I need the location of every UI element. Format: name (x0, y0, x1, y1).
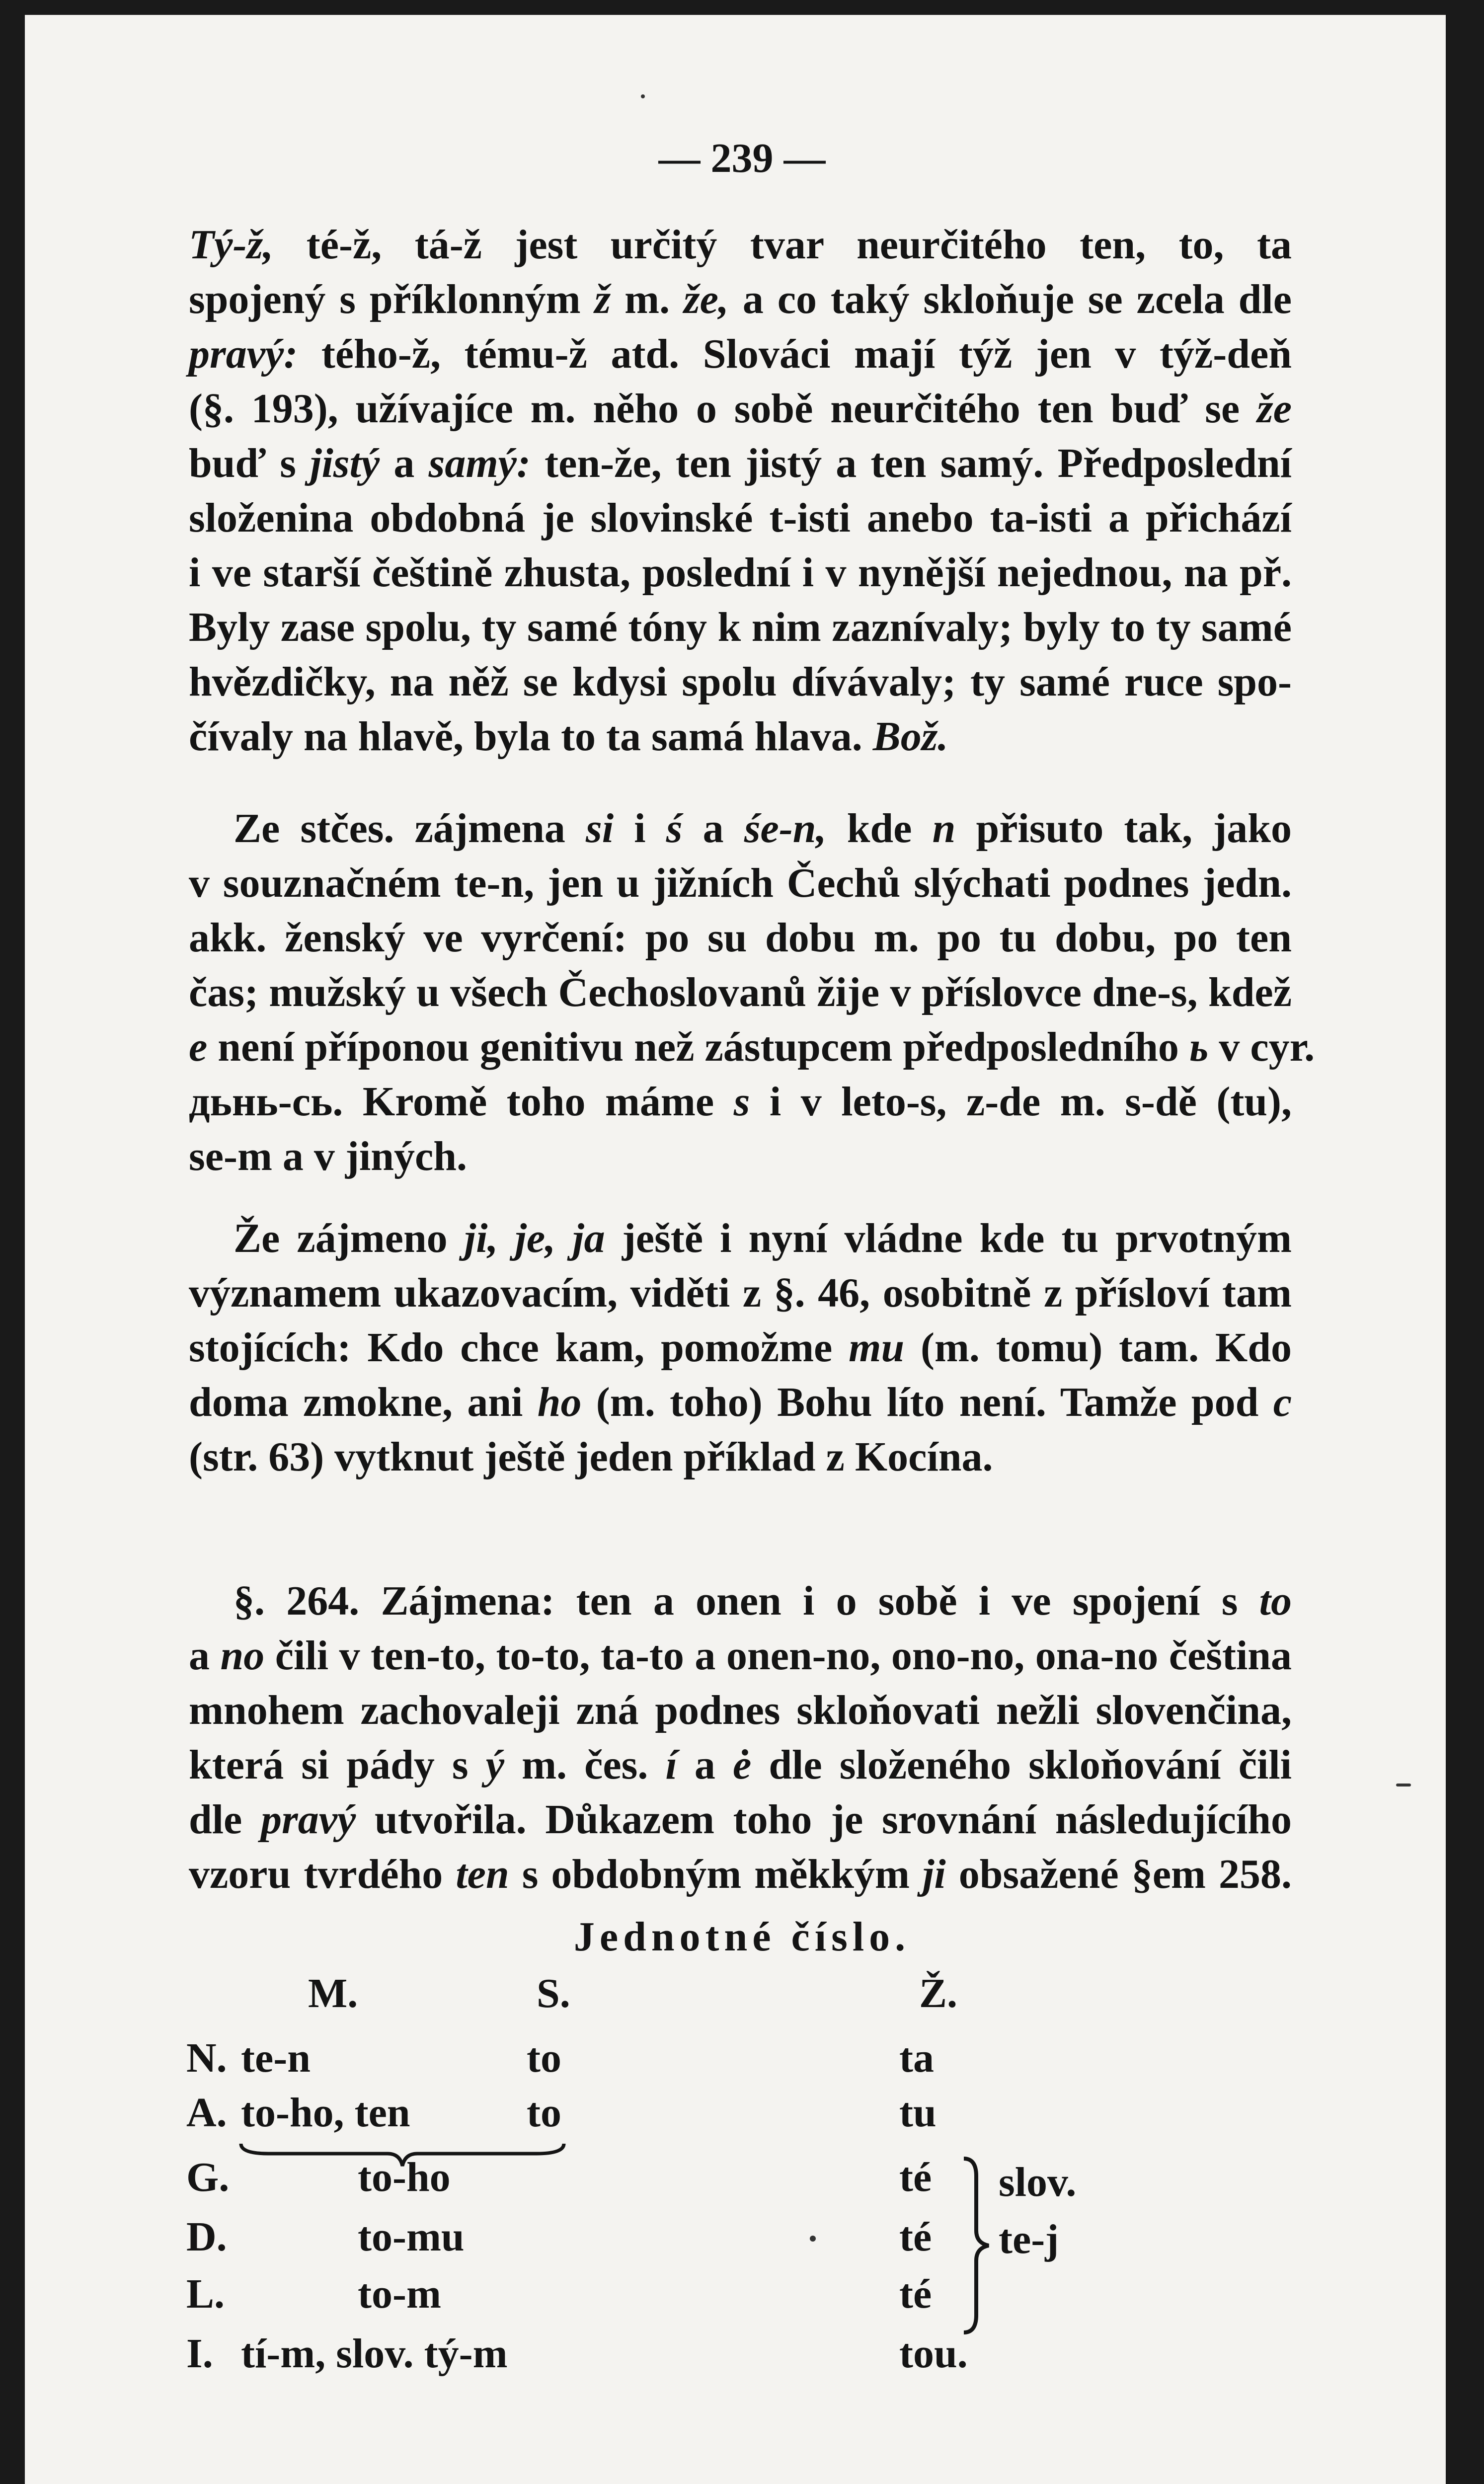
print-speck (810, 2236, 816, 2242)
italic-text: pravý (261, 1796, 356, 1843)
text-run: složenina obdobná je slovinské t-isti anebo ta-isti a přichází (189, 495, 1292, 541)
text-run: (m. toho) Bohu líto není. Tamže pod (581, 1379, 1273, 1425)
text-run: vzoru tvrdého (189, 1851, 456, 1897)
text-line (189, 912, 1292, 964)
column-header-masculine: M. (308, 1970, 358, 2017)
italic-text: c (1273, 1379, 1292, 1425)
italic-text: mu (849, 1324, 905, 1371)
text-run: Ze stčes. zájmena (234, 805, 586, 852)
text-run: té-ž, tá-ž jest určitý tvar neurčitého ten, to, ta (273, 222, 1292, 268)
text-line (189, 601, 1292, 653)
text-line (189, 219, 1292, 271)
text-line (189, 437, 1292, 489)
text-run: obsažené §em 258. (945, 1851, 1292, 1897)
italic-text: Bož. (872, 713, 948, 760)
text-line (189, 492, 1292, 544)
cell-genitive-feminine: té (899, 2154, 932, 2200)
text-line (189, 1793, 1292, 1846)
case-label-genitive: G. (186, 2154, 230, 2200)
text-run: (str. 63) vytknut ještě jeden příklad z Kocína. (189, 1434, 993, 1480)
text-line (189, 546, 1292, 599)
case-label-accusative: A. (186, 2090, 227, 2136)
print-speck (641, 94, 645, 98)
text-line (189, 1076, 1292, 1128)
text-run: akk. ženský ve vyrčení: po su dobu m. po tu dobu, po ten (189, 915, 1292, 961)
italic-text: jistý (310, 440, 380, 486)
text-line (189, 966, 1292, 1018)
text-line (189, 383, 1292, 435)
text-line (189, 328, 1292, 380)
text-run: dle (189, 1796, 261, 1843)
column-header-feminine: Ž. (919, 1970, 958, 2017)
text-run: §. 264. Zájmena: ten a onen i o sobě i ve spojení s (234, 1578, 1259, 1624)
text-line (234, 1212, 1292, 1264)
cell-instrumental-feminine: tou. (899, 2330, 968, 2377)
text-run: (m. tomu) tam. Kdo (904, 1324, 1292, 1371)
text-run: významem ukazovacím, viděti z §. 46, osobitně z přísloví tam (189, 1270, 1292, 1316)
text-line (189, 857, 1292, 909)
text-run: spojený s příklonným (189, 276, 595, 322)
text-run: v souznačném te-n, jen u jižních Čechů slýchati podnes jedn. (189, 860, 1292, 906)
text-run: není příponou genitivu než zástupcem předposledního (207, 1024, 1189, 1070)
text-run: čas; mužský u všech Čechoslovanů žije v příslovce dne-s, kdež (189, 969, 1292, 1015)
text-run: дьнь-сь. Kromě toho máme (189, 1079, 734, 1125)
text-run: a (189, 1632, 221, 1679)
cell-locative-masculine-neuter: to-m (358, 2271, 441, 2317)
text-run: mnohem zachovaleji zná podnes skloňovati nežli slovenčina, (189, 1687, 1292, 1733)
italic-text: śe-n, (744, 805, 827, 852)
text-run: a (682, 805, 744, 852)
text-run: i (614, 805, 666, 852)
cell-accusative-feminine: tu (899, 2090, 937, 2136)
italic-text: ś (666, 805, 683, 852)
text-line (189, 1739, 1292, 1791)
text-run: doma zmokne, ani (189, 1379, 538, 1425)
column-header-neuter: S. (537, 1970, 570, 2017)
italic-text: to (1259, 1578, 1292, 1624)
text-run: se-m a v jiných. (189, 1133, 467, 1179)
text-line (189, 1848, 1292, 1900)
page-number: — 239 — (658, 135, 826, 181)
italic-text: í (665, 1742, 677, 1788)
text-line (189, 656, 1292, 708)
text-run: čívaly na hlavě, byla to ta samá hlava. (189, 713, 873, 760)
cell-dative-masculine-neuter: to-mu (358, 2214, 465, 2260)
cell-instrumental-masculine-neuter: tí-m, slov. tý-m (241, 2330, 508, 2377)
text-run: a co taký skloňuje se zcela dle (728, 276, 1292, 322)
cell-genitive-masculine-neuter: to-ho (358, 2154, 451, 2200)
cell-accusative-neuter: to (527, 2090, 561, 2136)
text-run: přisuto tak, jako (955, 805, 1292, 852)
text-run: ten-že, ten jistý a ten samý. Předposlední (530, 440, 1292, 486)
text-run: kde (826, 805, 933, 852)
italic-text: že, (683, 276, 729, 322)
cell-accusative-masculine: to-ho, ten (241, 2090, 410, 2136)
text-run: a (677, 1742, 733, 1788)
text-run: utvořila. Důkazem toho je srovnání následujícího (356, 1796, 1292, 1843)
right-brace-decoration (959, 2156, 999, 2335)
text-line (189, 1130, 1292, 1182)
italic-text: ho (537, 1379, 582, 1425)
table-heading: Jednotné číslo. (573, 1914, 911, 1960)
text-run: i ve starší češtině zhusta, poslední i v nynější nejednou, na př. (189, 549, 1292, 596)
cell-nominative-neuter: to (527, 2035, 561, 2081)
italic-text: s (733, 1079, 750, 1125)
slovak-note-form: te-j (999, 2216, 1059, 2262)
italic-text: ji, je, ja (464, 1215, 605, 1261)
italic-text: ž (594, 276, 611, 322)
text-run: m. čes. (504, 1742, 666, 1788)
italic-text: Tý-ž, (189, 222, 274, 268)
italic-text: ji (922, 1851, 946, 1897)
text-line (189, 1684, 1292, 1736)
text-run: Že zájmeno (234, 1215, 465, 1261)
text-run: hvězdičky, na něž se kdysi spolu dívávaly; ty samé ruce spo- (189, 659, 1292, 705)
text-run: čili v ten-to, to-to, ta-to a onen-no, ono-no, ona-no čeština (264, 1632, 1292, 1679)
text-line (189, 273, 1292, 325)
text-run: v cyr. (1208, 1024, 1315, 1070)
text-run: buď s (189, 440, 311, 486)
text-run: tého-ž, tému-ž atd. Slováci mají týž jen v týž-deň (298, 331, 1292, 377)
italic-text: ė (732, 1742, 752, 1788)
text-run: m. (611, 276, 684, 322)
text-line (189, 1321, 1292, 1374)
text-run: dle složeného skloňování čili (751, 1742, 1292, 1788)
text-run: i v leto-s, z-de m. s-dě (tu), (750, 1079, 1292, 1125)
text-run: stojících: Kdo chce kam, pomožme (189, 1324, 849, 1371)
italic-text: ten (456, 1851, 509, 1897)
italic-text: si (586, 805, 614, 852)
text-run: ještě i nyní vládne kde tu prvotným (605, 1215, 1292, 1261)
cell-locative-feminine: té (899, 2271, 932, 2317)
italic-text: ь (1189, 1024, 1209, 1070)
italic-text: n (932, 805, 956, 852)
cell-nominative-masculine: te-n (241, 2035, 311, 2081)
italic-text: e (189, 1024, 208, 1070)
italic-text: ý (485, 1742, 504, 1788)
italic-text: no (220, 1632, 265, 1679)
case-label-locative: L. (186, 2271, 225, 2317)
slovak-note-label: slov. (999, 2159, 1077, 2205)
italic-text: pravý: (189, 331, 298, 377)
text-run: s obdobným měkkým (509, 1851, 923, 1897)
text-run: která si pády s (189, 1742, 486, 1788)
case-label-dative: D. (186, 2214, 227, 2260)
text-run: (§. 193), užívajíce m. něho o sobě neurčitého ten buď se (189, 386, 1257, 432)
text-line (234, 1575, 1292, 1627)
italic-text: samý: (428, 440, 531, 486)
case-label-nominative: N. (186, 2035, 227, 2081)
italic-text: že (1257, 386, 1292, 432)
text-line (189, 1431, 1292, 1483)
case-label-instrumental: I. (186, 2330, 213, 2377)
print-speck (1396, 1784, 1411, 1786)
text-line (189, 1630, 1292, 1682)
text-line (234, 802, 1292, 854)
text-line (189, 1267, 1292, 1319)
text-run: Byly zase spolu, ty samé tóny k nim zaznívaly; byly to ty samé (189, 604, 1292, 650)
text-line (189, 710, 1292, 763)
text-line (189, 1021, 1315, 1073)
cell-nominative-feminine: ta (899, 2035, 934, 2081)
text-run: a (380, 440, 429, 486)
cell-dative-feminine: té (899, 2214, 932, 2260)
text-line (189, 1376, 1292, 1428)
